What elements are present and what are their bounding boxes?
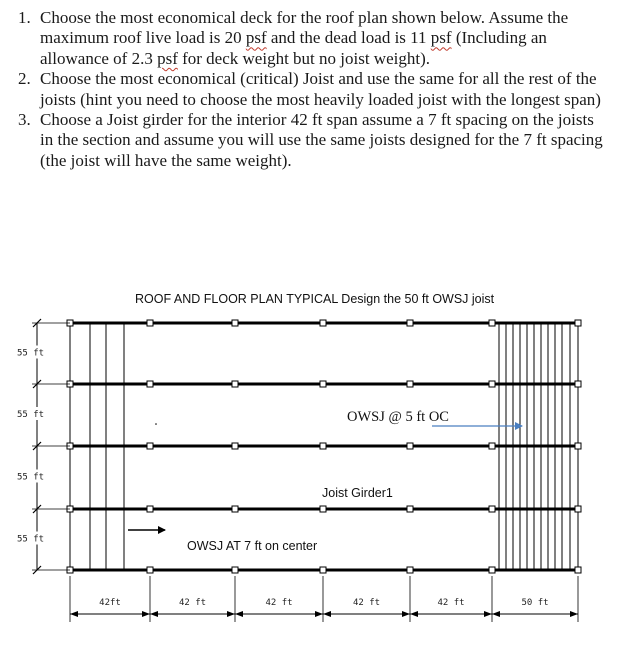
column-marker (320, 381, 326, 387)
dimension-arrowhead (402, 611, 410, 617)
horizontal-dimension-label: 42 ft (178, 598, 207, 608)
vertical-dimension-label: 55 ft (17, 410, 45, 420)
dimension-arrowhead (484, 611, 492, 617)
column-marker (232, 567, 238, 573)
dimension-arrowhead (70, 611, 78, 617)
question-text: Choose a Joist girder for the interior 42 ft span assume a 7 ft spacing on the joists in the section and assume you will use the same joists designed for the 7 ft spacing (the joist will have the same weight). (40, 110, 603, 170)
question-number: 2. (18, 69, 31, 89)
vertical-dimension-label: 55 ft (17, 472, 45, 483)
column-marker (575, 567, 581, 573)
vertical-dimensions (15, 319, 70, 574)
dimension-arrowhead (150, 611, 158, 617)
dimension-arrowhead (570, 611, 578, 617)
column-marker (232, 381, 238, 387)
question-text-part: for deck weight but no joist weight). (177, 48, 430, 68)
vertical-dimension-label: 55 ft (17, 348, 45, 359)
column-marker (407, 381, 413, 387)
joist-girder-label: Joist Girder1 (322, 486, 393, 500)
vertical-dimension-label: 55 ft (17, 534, 45, 545)
column-marker (147, 443, 153, 449)
spellcheck-word: psf (245, 28, 267, 48)
horizontal-dimension-label: 42 ft (437, 598, 465, 608)
question-text-part: (Including an allowance of 2.3 (40, 28, 547, 68)
question-text: Choose the most economical (critical) Joist and use the same for all the rest of the joists (hint you need to choose the most heavily loaded joist with the longest span) (40, 69, 601, 109)
column-marker (489, 381, 495, 387)
dimension-arrowhead (410, 611, 418, 617)
question-number: 3. (18, 110, 31, 130)
column-marker (489, 506, 495, 512)
column-marker (407, 567, 413, 573)
dot-mark (155, 423, 157, 425)
question-text-part: Choose the most economical deck for the roof plan shown below. Assume the maximum roof live load is 20 (40, 8, 569, 48)
dimension-arrowhead (142, 611, 150, 617)
column-marker (575, 506, 581, 512)
column-marker (147, 381, 153, 387)
column-marker (147, 506, 153, 512)
dimension-arrowhead (235, 611, 243, 617)
column-marker (320, 443, 326, 449)
column-marker (489, 443, 495, 449)
column-marker (575, 443, 581, 449)
horizontal-dimension-label: 50 ft (521, 598, 549, 608)
dimension-arrowhead (492, 611, 500, 617)
column-marker (147, 320, 153, 326)
column-marker (232, 506, 238, 512)
horizontal-dimension-label: 42ft (99, 598, 121, 608)
column-marker (407, 506, 413, 512)
question-number: 1. (18, 8, 31, 27)
column-marker (407, 320, 413, 326)
column-marker (489, 567, 495, 573)
question-text-part: and the dead load is 11 (266, 28, 431, 48)
column-marker (232, 320, 238, 326)
column-marker (407, 443, 413, 449)
horizontal-dimension-label: 42 ft (352, 598, 381, 608)
dimension-arrowhead (315, 611, 323, 617)
dimension-arrowhead (323, 611, 331, 617)
column-marker (147, 567, 153, 573)
plan-title: ROOF AND FLOOR PLAN TYPICAL Design the 50 ft OWSJ joist (135, 292, 495, 306)
owsj-5ft-label: OWSJ @ 5 ft OC (347, 409, 449, 425)
spellcheck-word: psf (430, 28, 452, 48)
dimension-arrowhead (227, 611, 235, 617)
horizontal-dimensions (70, 576, 578, 622)
column-marker (489, 320, 495, 326)
column-marker (575, 320, 581, 326)
column-marker (232, 443, 238, 449)
column-marker (320, 567, 326, 573)
column-marker (575, 381, 581, 387)
owsj-7ft-label: OWSJ AT 7 ft on center (187, 539, 318, 553)
column-marker (320, 506, 326, 512)
spellcheck-word: psf (157, 48, 178, 68)
horizontal-dimension-label: 42 ft (265, 598, 293, 608)
column-marker (320, 320, 326, 326)
